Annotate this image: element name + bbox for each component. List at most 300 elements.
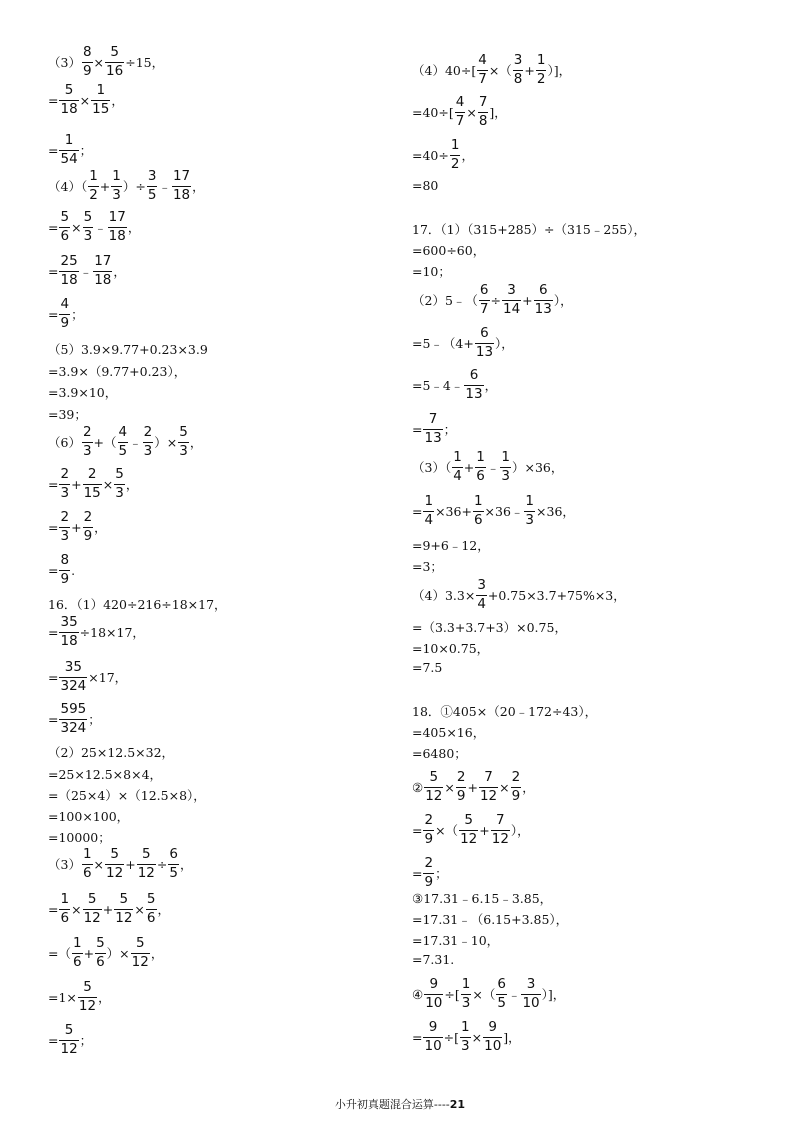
fraction	[105, 46, 124, 78]
text-segment: =	[48, 263, 59, 279]
fraction-denominator: 3	[461, 1037, 470, 1054]
fraction-numerator: 17	[108, 209, 126, 225]
fraction-numerator: 5	[110, 44, 119, 60]
fraction-denominator: 12	[106, 864, 124, 881]
fraction-numerator: 1	[72, 935, 82, 951]
text-segment: ﹣	[129, 435, 142, 450]
fraction-denominator: 18	[108, 227, 126, 244]
text-segment: ）×36，	[511, 460, 564, 475]
equation-line	[48, 848, 192, 880]
fraction-denominator: 7	[455, 112, 465, 129]
text-segment: =3；	[412, 559, 443, 574]
text-segment: =7.31.	[412, 952, 455, 967]
text-segment: =	[48, 219, 59, 235]
equation-line	[412, 814, 530, 846]
equation-line	[412, 618, 567, 636]
fraction	[524, 495, 535, 527]
fraction	[72, 937, 83, 969]
fraction-numerator: 5	[146, 891, 156, 907]
equation-line	[48, 616, 145, 648]
fraction-numerator: 1	[82, 846, 92, 862]
fraction	[95, 937, 106, 969]
fraction-denominator: 2	[536, 70, 546, 87]
text-segment: =（	[48, 946, 71, 961]
fraction	[511, 771, 522, 803]
fraction	[502, 284, 521, 316]
fraction	[143, 426, 154, 458]
text-segment: ×	[93, 54, 105, 70]
fraction-numerator: 2	[456, 769, 466, 785]
fraction-denominator: 10	[424, 1037, 442, 1054]
fraction	[83, 211, 94, 243]
text-segment: =	[48, 142, 59, 158]
text-segment: ﹣	[507, 987, 521, 1002]
fraction-denominator: 12	[60, 1040, 78, 1057]
text-segment: =10000；	[48, 830, 111, 845]
fraction-numerator: 9	[428, 1019, 438, 1035]
fraction-denominator: 2	[450, 155, 460, 172]
fraction	[88, 170, 99, 202]
fraction-denominator: 5	[118, 442, 128, 459]
equation-line	[48, 511, 107, 543]
fraction-denominator: 12	[479, 787, 498, 804]
text-segment: ；	[443, 422, 457, 437]
text-segment: （3）（	[412, 460, 452, 475]
text-segment: ，	[125, 477, 139, 492]
fraction-denominator: 9	[60, 570, 70, 587]
text-segment: ﹣	[79, 264, 93, 279]
fraction-numerator: 1	[461, 976, 471, 992]
fraction-numerator: 1	[112, 168, 121, 184]
fraction-denominator: 9	[456, 787, 466, 804]
equation-line	[48, 46, 164, 78]
fraction-numerator: 2	[143, 424, 153, 440]
fraction-numerator: 1	[424, 493, 434, 509]
footer-title: 小升初真题混合运算----	[334, 1098, 450, 1111]
fraction	[137, 848, 156, 880]
fraction	[513, 54, 524, 86]
fraction-numerator: 5	[64, 82, 74, 98]
fraction-denominator: 9	[424, 830, 434, 847]
text-segment: =17.31﹣10，	[412, 933, 500, 948]
equation-line	[48, 405, 87, 423]
text-segment: ；	[88, 712, 101, 727]
text-segment: 18．①405×（20﹣172÷43），	[412, 704, 598, 719]
equation-line	[412, 931, 499, 949]
equation-line	[412, 702, 597, 720]
fraction	[424, 771, 443, 803]
fraction	[534, 284, 553, 316]
fraction-denominator: 4	[453, 467, 462, 484]
equation-line	[412, 579, 626, 611]
text-segment: =（25×4）×（12.5×8），	[48, 788, 206, 803]
text-segment: ﹣	[158, 179, 171, 194]
text-segment: ），	[510, 823, 530, 838]
text-segment: ×	[466, 104, 477, 120]
text-segment: （5）3.9×9.77+0.23×3.9	[48, 342, 208, 357]
fraction-denominator: 18	[172, 186, 191, 203]
equation-line	[48, 255, 126, 287]
text-segment: =	[48, 562, 59, 578]
fraction	[423, 857, 434, 889]
fraction-numerator: 35	[64, 659, 82, 675]
fraction-denominator: 3	[461, 994, 471, 1011]
fraction	[59, 511, 70, 543]
fraction-denominator: 10	[522, 994, 540, 1011]
text-segment: +	[463, 459, 475, 475]
text-segment: ×（	[488, 63, 512, 78]
fraction-denominator: 2	[89, 186, 98, 203]
fraction-denominator: 13	[465, 385, 483, 402]
fraction-denominator: 3	[82, 442, 92, 459]
fraction-numerator: 2	[87, 466, 97, 482]
equation-line	[412, 978, 565, 1010]
fraction-denominator: 12	[78, 997, 97, 1014]
fraction-numerator: 1	[450, 137, 460, 153]
fraction	[476, 579, 487, 611]
equation-line	[412, 495, 575, 527]
text-segment: =17.31﹣（6.15+3.85），	[412, 912, 569, 927]
fraction-numerator: 4	[478, 52, 487, 68]
text-segment: ×36+	[435, 503, 472, 519]
fraction-numerator: 5	[60, 209, 70, 225]
fraction-denominator: 6	[96, 953, 105, 970]
fraction	[59, 134, 78, 166]
equation-line	[412, 557, 443, 575]
text-segment: ÷18×17，	[79, 625, 145, 640]
equation-line	[412, 96, 507, 128]
fraction	[521, 978, 540, 1010]
text-segment: =	[48, 624, 59, 640]
fraction	[475, 327, 494, 359]
text-segment: =10；	[412, 264, 451, 279]
equation-line	[412, 241, 485, 259]
fraction	[59, 255, 78, 287]
fraction-denominator: 6	[82, 864, 92, 881]
equation-line	[412, 262, 451, 280]
text-segment: =	[48, 519, 59, 535]
fraction-denominator: 18	[60, 632, 78, 649]
fraction-denominator: 12	[137, 864, 155, 881]
equation-line	[48, 298, 84, 330]
fraction	[83, 511, 94, 543]
fraction-denominator: 8	[513, 70, 523, 87]
fraction-numerator: 2	[424, 812, 434, 828]
text-segment: =	[48, 1032, 59, 1048]
equation-line	[412, 451, 563, 483]
fraction-numerator: 1	[453, 449, 462, 465]
fraction-numerator: 17	[172, 168, 191, 184]
text-segment: ）×	[154, 435, 178, 450]
fraction-numerator: 6	[479, 282, 489, 298]
text-segment: ﹣	[94, 220, 107, 235]
fraction-denominator: 13	[424, 429, 442, 446]
text-segment: ×（	[435, 823, 459, 838]
text-segment: =100×100，	[48, 809, 130, 824]
fraction-denominator: 15	[92, 100, 110, 117]
equation-line	[48, 426, 202, 458]
text-segment: =39；	[48, 407, 87, 422]
fraction-denominator: 3	[83, 227, 93, 244]
fraction	[83, 893, 102, 925]
fraction-numerator: 1	[64, 132, 74, 148]
fraction	[478, 96, 489, 128]
fraction	[491, 814, 510, 846]
fraction	[59, 703, 87, 735]
text-segment: =40÷	[412, 147, 449, 163]
equation-line	[48, 661, 127, 693]
fraction-numerator: 595	[60, 701, 87, 717]
fraction	[78, 981, 97, 1013]
fraction-numerator: 7	[478, 94, 488, 110]
fraction-numerator: 7	[496, 812, 505, 828]
fraction	[59, 1024, 78, 1056]
text-segment: （4）3.3×	[412, 588, 476, 603]
fraction	[59, 468, 70, 500]
fraction-numerator: 2	[83, 509, 93, 525]
text-segment: ）÷	[122, 179, 146, 194]
fraction	[483, 1021, 502, 1053]
page-number: 21	[449, 1098, 466, 1111]
fraction-numerator: 1	[476, 449, 485, 465]
fraction-numerator: 5	[142, 846, 151, 862]
fraction	[464, 369, 483, 401]
text-segment: ×	[134, 901, 145, 917]
equation-line	[412, 889, 552, 907]
text-segment: +	[83, 945, 95, 961]
fraction	[178, 426, 189, 458]
fraction	[59, 616, 78, 648]
fraction-denominator: 6	[473, 511, 483, 528]
fraction	[114, 468, 125, 500]
fraction-numerator: 5	[115, 466, 124, 482]
text-segment: ×36﹣	[484, 504, 524, 519]
text-segment: ，	[192, 179, 205, 194]
text-segment: +	[522, 292, 533, 308]
fraction-denominator: 324	[60, 719, 87, 736]
text-segment: =9+6﹣12，	[412, 538, 490, 553]
text-segment: ，	[150, 946, 164, 961]
fraction-numerator: 3	[513, 52, 523, 68]
equation-line	[48, 362, 186, 380]
text-segment: =	[48, 92, 59, 108]
text-segment: ，	[113, 264, 126, 279]
fraction	[59, 893, 70, 925]
text-segment: （2）5﹣（	[412, 293, 478, 308]
equation-line	[48, 765, 162, 783]
equation-line	[412, 723, 485, 741]
text-segment: =405×16，	[412, 725, 486, 740]
fraction-denominator: 18	[60, 271, 78, 288]
text-segment: =	[48, 901, 59, 917]
fraction-denominator: 6	[60, 227, 70, 244]
fraction-denominator: 5	[147, 186, 157, 203]
text-segment: +0.75×3.7+75%×3，	[487, 588, 626, 603]
equation-line	[412, 536, 490, 554]
text-segment: （6）	[48, 435, 81, 450]
fraction-numerator: 5	[64, 1022, 74, 1038]
equation-line	[48, 743, 174, 761]
fraction-denominator: 3	[115, 484, 124, 501]
equation-line	[412, 413, 456, 445]
fraction	[59, 298, 70, 330]
fraction-denominator: 12	[491, 830, 509, 847]
fraction-numerator: 1	[473, 493, 483, 509]
text-segment: ×	[499, 779, 510, 795]
text-segment: =	[412, 865, 423, 881]
equation-line	[412, 952, 454, 967]
fraction	[423, 1021, 442, 1053]
fraction-numerator: 3	[507, 282, 516, 298]
text-segment: ，	[111, 93, 124, 108]
text-segment: ÷[	[444, 986, 460, 1002]
equation-line	[48, 554, 75, 586]
text-segment: =10×0.75，	[412, 641, 490, 656]
fraction	[59, 84, 78, 116]
text-segment: ，	[522, 780, 535, 795]
equation-line	[412, 178, 438, 193]
fraction-denominator: 7	[479, 300, 489, 317]
fraction	[473, 495, 484, 527]
fraction	[59, 554, 70, 586]
fraction-denominator: 16	[106, 62, 124, 79]
fraction	[146, 893, 157, 925]
equation-line	[412, 139, 474, 171]
text-segment: ]，	[489, 105, 507, 120]
fraction-denominator: 3	[112, 186, 121, 203]
text-segment: ②	[412, 779, 424, 795]
text-segment: ）]，	[547, 63, 572, 78]
fraction-numerator: 25	[60, 253, 78, 269]
equation-line	[412, 857, 448, 889]
fraction-denominator: 18	[60, 100, 78, 117]
fraction-denominator: 3	[143, 442, 153, 459]
equation-line	[412, 284, 573, 316]
text-segment: ）×	[106, 946, 130, 961]
text-segment: ，	[157, 902, 171, 917]
text-segment: =	[412, 822, 423, 838]
text-segment: +（	[93, 435, 117, 450]
fraction-numerator: 1	[96, 82, 106, 98]
text-segment: ，	[127, 220, 141, 235]
fraction	[450, 139, 461, 171]
text-segment: ；	[79, 1033, 93, 1048]
text-segment: ，	[461, 148, 474, 163]
text-segment: ；	[79, 143, 93, 158]
fraction-denominator: 6	[476, 467, 485, 484]
fraction-numerator: 6	[480, 325, 489, 341]
fraction	[455, 96, 466, 128]
equation-line	[48, 170, 205, 202]
text-segment: =	[412, 503, 423, 519]
fraction-numerator: 3	[526, 976, 536, 992]
text-segment: ）]，	[541, 987, 566, 1002]
text-segment: ÷[	[443, 1029, 460, 1045]
fraction	[423, 495, 434, 527]
fraction-numerator: 5	[119, 891, 129, 907]
fraction	[424, 978, 443, 1010]
text-segment: =	[48, 711, 59, 727]
equation-line	[48, 893, 170, 925]
text-segment: ；	[71, 307, 84, 322]
text-segment: ×	[71, 219, 82, 235]
text-segment: =	[412, 1029, 423, 1045]
equation-line	[48, 786, 206, 804]
equation-line	[48, 84, 124, 116]
text-segment: 17．（1）（315+285）÷（315﹣255），	[412, 222, 646, 237]
equation-line	[412, 744, 467, 762]
fraction-denominator: 3	[60, 484, 70, 501]
fraction	[82, 426, 93, 458]
equation-line	[412, 1021, 521, 1053]
fraction-denominator: 12	[83, 909, 101, 926]
fraction	[59, 211, 70, 243]
fraction-denominator: 9	[83, 527, 93, 544]
fraction	[461, 978, 472, 1010]
fraction-denominator: 12	[115, 909, 133, 926]
fraction-numerator: 1	[536, 52, 546, 68]
fraction-denominator: 9	[82, 62, 92, 79]
equation-line	[48, 828, 111, 846]
fraction-numerator: 7	[428, 411, 438, 427]
fraction-denominator: 13	[534, 300, 552, 317]
fraction-denominator: 9	[511, 787, 521, 804]
text-segment: +	[102, 901, 114, 917]
text-segment: ，	[189, 435, 203, 450]
fraction-denominator: 6	[72, 953, 82, 970]
fraction-numerator: 2	[60, 466, 70, 482]
fraction-denominator: 3	[60, 527, 70, 544]
text-segment: =6480；	[412, 746, 467, 761]
equation-line	[48, 211, 140, 243]
fraction-numerator: 1	[461, 1019, 470, 1035]
fraction	[423, 413, 442, 445]
fraction-denominator: 6	[146, 909, 156, 926]
fraction-denominator: 12	[131, 953, 149, 970]
fraction-numerator: 3	[477, 577, 486, 593]
text-segment: ，	[94, 520, 107, 535]
equation-line	[48, 1024, 92, 1056]
text-segment: =（3.3+3.7+3）×0.75，	[412, 620, 567, 635]
text-segment: （4）40÷[	[412, 63, 477, 78]
fraction-numerator: 5	[135, 935, 145, 951]
fraction-numerator: 5	[429, 769, 439, 785]
text-segment: +	[71, 476, 82, 492]
text-segment: 16．（1）420÷216÷18×17，	[48, 597, 227, 612]
equation-line	[412, 660, 442, 675]
text-segment: =7.5	[412, 660, 443, 675]
text-segment: （2）25×12.5×32，	[48, 745, 175, 760]
fraction-denominator: 4	[424, 511, 434, 528]
fraction-denominator: 18	[94, 271, 112, 288]
fraction-denominator: 3	[525, 511, 535, 528]
fraction-denominator: 5	[169, 864, 178, 881]
fraction	[105, 848, 124, 880]
fraction-denominator: 5	[497, 994, 506, 1011]
fraction	[475, 451, 486, 483]
text-segment: =	[48, 306, 59, 322]
fraction-numerator: 5	[83, 979, 92, 995]
fraction-denominator: 8	[478, 112, 488, 129]
text-segment: =	[48, 669, 59, 685]
fraction-numerator: 5	[179, 424, 188, 440]
fraction	[114, 893, 133, 925]
fraction-numerator: 4	[60, 296, 70, 312]
equation-line	[48, 468, 138, 500]
fraction-denominator: 12	[460, 830, 478, 847]
fraction	[460, 1021, 471, 1053]
equation-line	[48, 340, 208, 358]
